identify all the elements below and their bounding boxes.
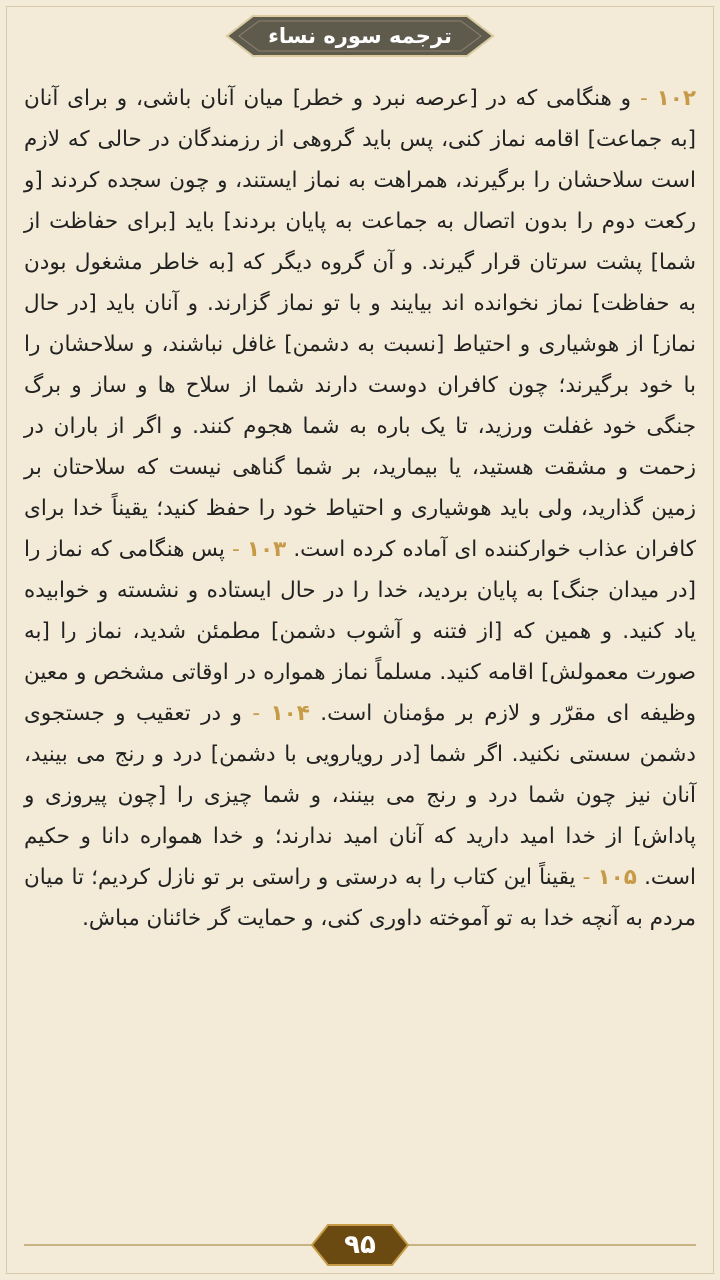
verse-dash: - (639, 86, 648, 111)
verse-dash: - (582, 865, 591, 890)
verse-text-103: پس هنگامی که نماز را [در میدان جنگ] به پایان بردید، خدا را در حال ایستاده و نشسته و خوابیده یاد کنید. و همین که [از فتنه و آشوب دشمن] مطمئن شدید، نماز را [به صورت معمولش] اقامه کنید. مسلماً نماز همواره در اوقاتی مشخص و معین وظیفه ای مقرّر و لازم بر مؤمنان است. (24, 537, 696, 726)
verse-text-104: و در تعقیب و جستجوی دشمن سستی نکنید. اگر شما [در رویارویی با دشمن] درد و رنج می بینید، آنان نیز چون شما درد و رنج می بینند، و شما چیزی را [چون پیروزی و پاداش] از خدا امید دارید که آنان امید ندارند؛ و خدا همواره دانا و حکیم است. (24, 701, 696, 890)
verse-text-102: و هنگامی که در [عرصه نبرد و خطر] میان آنان باشی، و برای آنان [به جماعت] اقامه نماز کنی، پس باید گروهی از رزمندگان در حالی که لازم است سلاحشان را برگیرند، همراهت به نماز ایستند، و چون سجده کردند [و رکعت دوم را بدون اتصال به جماعت به پایان بردند] باید [برای حفاظت از شما] پشت سرتان قرار گیرند. و آن گروه دیگر که [به خاطر مشغول بودن به حفاظت] نماز نخوانده اند بیایند و با تو نماز گزارند. و آنان باید [در حال نماز] از هوشیاری و احتیاط [نسبت به دشمن] غافل نباشند، و سلاحشان را با خود برگیرند؛ چون کافران دوست دارند شما از سلاح ها و ساز و برگ جنگی خود غفلت ورزید، تا یک باره به شما هجوم کنند. و اگر از باران در زحمت و مشقت هستید، یا بیمارید، بر شما گناهی نیست که سلاحتان بر زمین گذارید، ولی باید هوشیاری و احتیاط خود را حفظ کنید؛ یقیناً خدا برای کافران عذاب خوارکننده ای آماده کرده است. (24, 86, 696, 562)
page-number-badge (310, 1222, 410, 1268)
verse-number-103: ۱۰۳ (246, 537, 287, 562)
verse-number-102: ۱۰۲ (656, 86, 696, 111)
translation-text (24, 78, 696, 939)
page-title: ترجمه سوره نساء (268, 24, 452, 48)
verse-dash: - (232, 537, 240, 562)
verse-number-104: ۱۰۴ (270, 701, 310, 726)
verse-dash: - (252, 701, 261, 726)
header-banner (225, 14, 495, 58)
page-number: ۹۵ (344, 1230, 376, 1260)
verse-text-105: یقیناً این کتاب را به درستی و راستی بر تو نازل کردیم؛ تا میان مردم به آنچه خدا به تو آموخته داوری کنی، و حمایت گر خائنان مباش. (24, 865, 696, 931)
verse-number-105: ۱۰۵ (597, 865, 637, 890)
